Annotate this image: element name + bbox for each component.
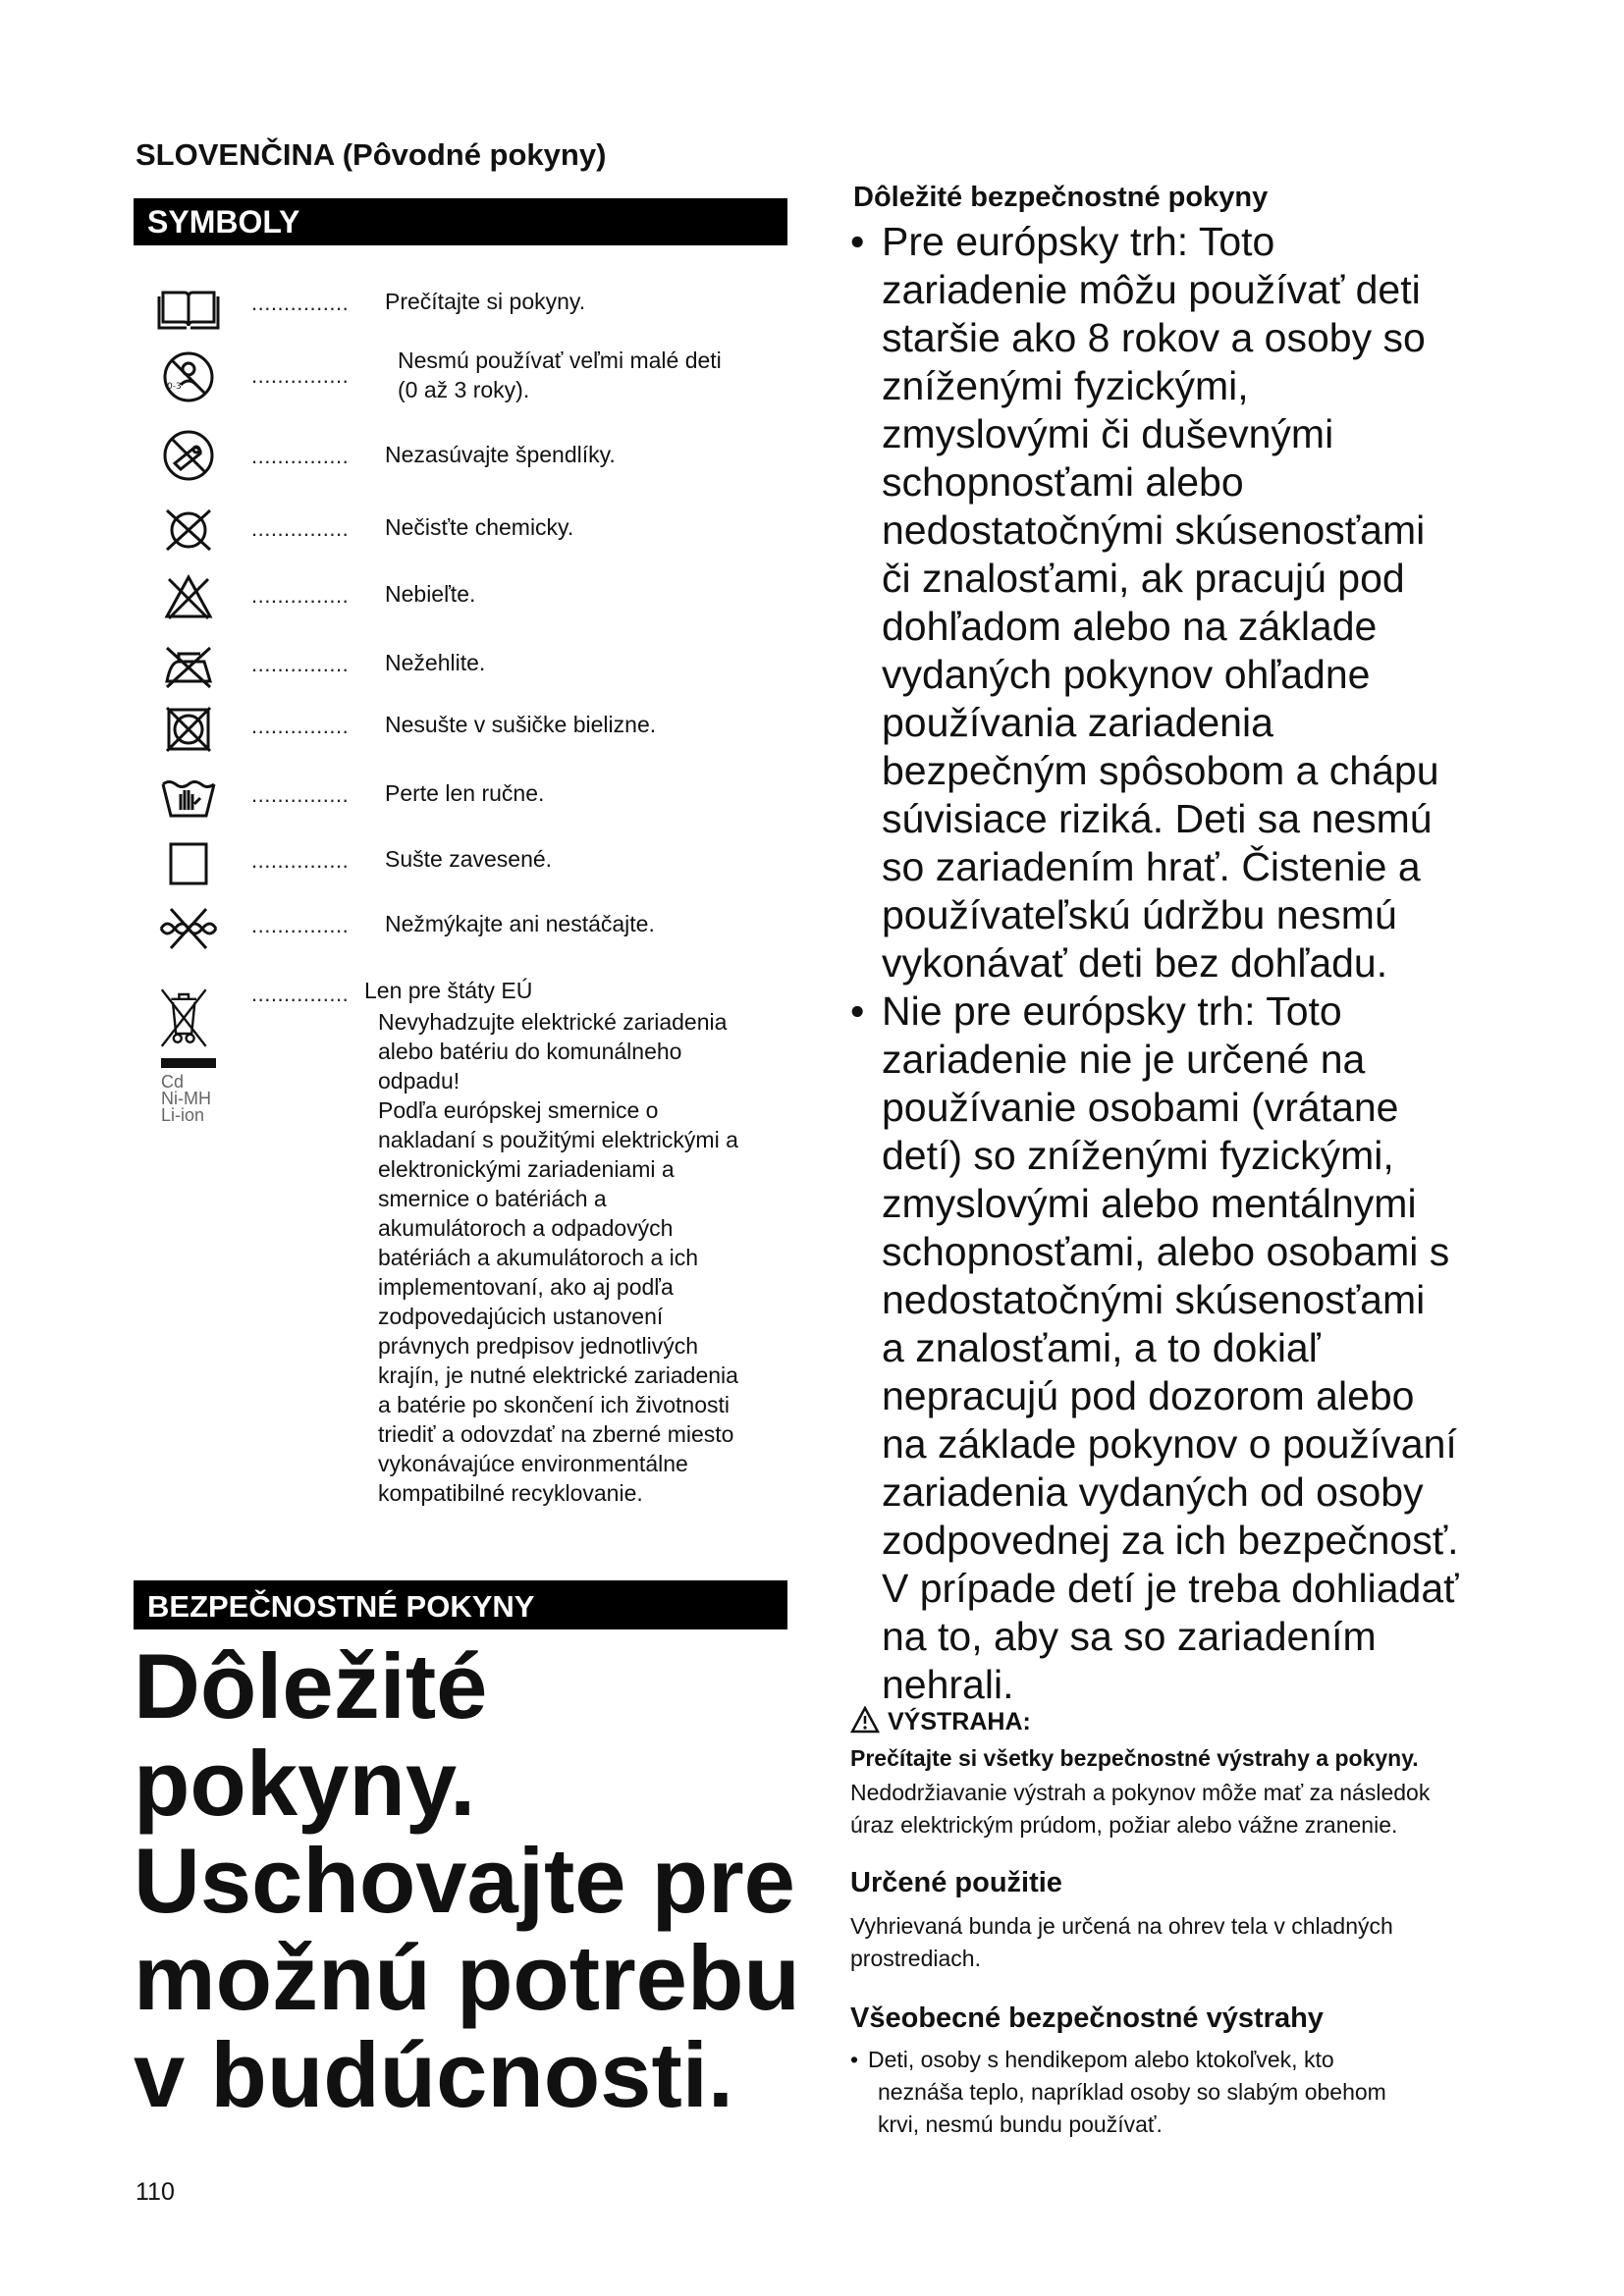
- big-heading-line: Uschovajte pre: [134, 1829, 795, 1932]
- weee-line: akumulátoroch a odpadových: [378, 1215, 674, 1241]
- leader-dots: ...............: [251, 291, 350, 315]
- symbol-row-no-small-children: [157, 346, 795, 408]
- weee-line: odpadu!: [378, 1068, 460, 1094]
- intended-use-line: prostrediach.: [850, 1946, 981, 1971]
- general-warnings-list: [850, 2044, 1386, 2141]
- bullet-line: používanie osobami (vrátane: [882, 1085, 1399, 1130]
- bullet-line: zníženými fyzickými,: [882, 363, 1249, 408]
- bullet-line: vykonávať deti bez dohľadu.: [882, 940, 1388, 986]
- bullet-glyph: •: [850, 2047, 859, 2072]
- page-number: 110: [135, 2178, 175, 2206]
- bullet-line: detí) so zníženými fyzickými,: [882, 1133, 1394, 1178]
- leader-dots: ...............: [251, 516, 350, 541]
- warning-heading: [850, 1706, 1031, 1736]
- symbol-text: Nesušte v sušičke bielizne.: [385, 712, 657, 737]
- intended-use-text: [850, 1910, 1393, 1975]
- weee-line: právnych predpisov jednotlivých: [378, 1333, 699, 1359]
- weee-line: kompatibilné recyklovanie.: [378, 1480, 643, 1506]
- bullet-line: používateľskú údržbu nesmú: [882, 892, 1397, 937]
- leader-dots: ...............: [251, 652, 350, 676]
- battery-labels: [161, 1074, 211, 1124]
- important-safety-title: Dôležité bezpečnostné pokyny: [853, 182, 1269, 213]
- weee-line: implementovaní, ako aj podľa: [378, 1274, 674, 1300]
- warning-bold-text: Prečítajte si všetky bezpečnostné výstrahy a pokyny.: [850, 1745, 1419, 1771]
- bullet-glyph: •: [850, 988, 865, 1034]
- bullet-item-non-eu: [850, 988, 1538, 1709]
- bullet-line: nedostatočnými skúsenosťami: [882, 507, 1426, 553]
- leader-dots: ...............: [251, 714, 350, 738]
- battery-label: Cd: [161, 1072, 185, 1092]
- bullet-line: zariadenia vydaných od osoby: [882, 1469, 1424, 1515]
- bullet-line: nepracujú pod dozorom alebo: [882, 1373, 1415, 1418]
- bullet-line: súvisiace riziká. Deti sa nesmú: [882, 796, 1433, 841]
- leader-dots: ...............: [251, 848, 350, 873]
- warning-text-line: úraz elektrickým prúdom, požiar alebo vážne zranenie.: [850, 1812, 1398, 1838]
- symbol-row-read-instructions: [157, 287, 795, 326]
- weee-text: [378, 1007, 790, 1508]
- weee-line: vykonávajúce environmentálne: [378, 1451, 688, 1476]
- no-bleach-icon: [157, 569, 220, 624]
- battery-label: Ni-MH: [161, 1089, 211, 1108]
- leader-dots: ...............: [251, 913, 350, 937]
- symbol-text: Nežmýkajte ani nestáčajte.: [385, 911, 655, 936]
- symbol-text-line: Nesmú používať veľmi malé deti: [398, 347, 722, 373]
- symbol-row-no-bleach: [157, 579, 795, 618]
- symbol-text: Nezasúvajte špendlíky.: [385, 442, 616, 467]
- symbol-row-hand-wash: [157, 778, 795, 818]
- general-warning-line: krvi, nesmú bundu používať.: [878, 2111, 1163, 2137]
- weee-line: batériách a akumulátoroch a ich: [378, 1245, 699, 1270]
- bullet-line: schopnosťami alebo: [882, 459, 1244, 505]
- symbol-text: Prečítajte si pokyny.: [385, 289, 586, 314]
- page-heading: SLOVENČINA (Pôvodné pokyny): [135, 137, 607, 172]
- symbol-row-no-wring: [157, 909, 795, 948]
- weee-line: Nevyhadzujte elektrické zariadenia: [378, 1009, 728, 1035]
- bullet-line: so zariadením hrať. Čistenie a: [882, 844, 1421, 889]
- bullet-line: zariadenie nie je určené na: [882, 1037, 1366, 1082]
- bullet-line: používania zariadenia: [882, 700, 1273, 745]
- general-warnings-title: Všeobecné bezpečnostné výstrahy: [850, 2002, 1324, 2034]
- line-dry-icon: [157, 836, 220, 891]
- symbol-row-no-dry-clean: [157, 512, 795, 552]
- battery-label: Li-ion: [161, 1105, 205, 1125]
- no-wring-icon: [157, 901, 220, 956]
- leader-dots: ...............: [251, 444, 350, 468]
- general-warning-line: neznáša teplo, napríklad osoby so slabým obehom: [878, 2079, 1386, 2105]
- big-heading: [134, 1634, 800, 2126]
- symbol-row-line-dry: [157, 844, 795, 883]
- weee-symbol: [157, 982, 236, 1129]
- bullet-line: zariadenie môžu používať deti: [882, 267, 1421, 312]
- bullet-line: a znalosťami, a to dokiaľ: [882, 1325, 1321, 1370]
- bullet-line: bezpečným spôsobom a chápu: [882, 748, 1439, 793]
- no-iron-icon: [157, 638, 220, 693]
- weee-first-line: Len pre štáty EÚ: [364, 978, 533, 1003]
- bullet-line: Nie pre európsky trh: Toto: [882, 988, 1342, 1034]
- bullet-line: Pre európsky trh: Toto: [882, 219, 1275, 264]
- bullet-line: na základe pokynov o používaní: [882, 1421, 1457, 1467]
- symbol-row-no-pins: [157, 440, 795, 479]
- leader-dots: ...............: [251, 982, 350, 1006]
- bullet-glyph: •: [850, 219, 865, 264]
- big-bullet-list: [850, 218, 1538, 1709]
- leader-dots: ...............: [251, 363, 350, 388]
- symbol-text: Sušte zavesené.: [385, 846, 553, 872]
- weee-line: alebo batériu do komunálneho: [378, 1039, 682, 1064]
- bullet-line: zmyslovými alebo mentálnymi: [882, 1181, 1417, 1226]
- weee-line: nakladaní s použitými elektrickými a: [378, 1127, 738, 1152]
- warning-text: [850, 1777, 1430, 1842]
- weee-line: Podľa európskej smernice o: [378, 1097, 659, 1123]
- symbols-section-bar: SYMBOLY: [134, 198, 787, 245]
- leader-dots: ...............: [251, 782, 350, 807]
- bullet-line: staršie ako 8 rokov a osoby so: [882, 315, 1426, 360]
- bullet-item-eu: [850, 218, 1538, 988]
- bullet-line: dohľadom alebo na základe: [882, 604, 1378, 649]
- weee-line: triediť a odovzdať na zberné miesto: [378, 1421, 734, 1447]
- symbol-text-line: (0 až 3 roky).: [398, 377, 530, 402]
- weee-line: smernice o batériách a: [378, 1186, 607, 1211]
- weee-bar: [161, 1058, 216, 1068]
- big-heading-line: pokyny.: [134, 1732, 476, 1835]
- hand-wash-icon: [157, 771, 220, 826]
- no-pins-icon: [157, 428, 220, 483]
- symbol-text: Perte len ručne.: [385, 780, 545, 806]
- book-icon: [157, 281, 220, 336]
- weee-line: zodpovedajúcich ustanovení: [378, 1304, 664, 1329]
- intended-use-line: Vyhrievaná bunda je určená na ohrev tela v chladných: [850, 1913, 1393, 1939]
- symbol-row-no-tumble-dry: [157, 710, 795, 749]
- bullet-line: či znalosťami, ak pracujú pod: [882, 556, 1405, 601]
- symbol-text: Nebieľte.: [385, 581, 476, 607]
- warning-triangle-icon: [850, 1706, 880, 1734]
- bullet-line: nehrali.: [882, 1662, 1014, 1707]
- bullet-line: V prípade detí je treba dohliadať: [882, 1566, 1459, 1611]
- big-heading-line: možnú potrebu: [134, 1926, 800, 2029]
- safety-section-bar: BEZPEČNOSTNÉ POKYNY: [134, 1580, 787, 1629]
- leader-dots: ...............: [251, 583, 350, 608]
- weee-line: elektronickými zariadeniami a: [378, 1156, 675, 1182]
- no-tumble-dry-icon: [157, 702, 220, 757]
- general-warning-line: Deti, osoby s hendikepom alebo ktokoľvek, kto: [868, 2047, 1334, 2072]
- no-dry-clean-icon: [157, 503, 220, 558]
- no-children-0-3-icon: [157, 349, 220, 404]
- bullet-line: vydaných pokynov ohľadne: [882, 652, 1371, 697]
- big-heading-line: v budúcnosti.: [134, 2023, 733, 2126]
- symbol-text: [398, 346, 722, 404]
- weee-line: krajín, je nutné elektrické zariadenia: [378, 1362, 738, 1388]
- bullet-line: na to, aby sa so zariadením: [882, 1614, 1377, 1659]
- bullet-line: schopnosťami, alebo osobami s: [882, 1229, 1450, 1274]
- bullet-line: zodpovednej za ich bezpečnosť.: [882, 1518, 1459, 1563]
- weee-line: a batérie po skončení ich životnosti: [378, 1392, 730, 1417]
- warning-text-line: Nedodržiavanie výstrah a pokynov môže mať za následok: [850, 1780, 1431, 1805]
- big-heading-line: Dôležité: [134, 1634, 488, 1737]
- crossed-bin-icon: [157, 982, 220, 1054]
- symbol-text: Nežehlite.: [385, 650, 486, 675]
- general-warning-item: [850, 2044, 1386, 2141]
- symbol-row-no-iron: [157, 648, 795, 687]
- bullet-line: zmyslovými či duševnými: [882, 411, 1334, 456]
- bullet-line: nedostatočnými skúsenosťami: [882, 1277, 1426, 1322]
- warning-label: VÝSTRAHA:: [888, 1708, 1031, 1735]
- intended-use-title: Určené použitie: [850, 1867, 1062, 1898]
- symbol-text: Nečisťte chemicky.: [385, 514, 574, 540]
- svg-text:0-3: 0-3: [167, 382, 182, 392]
